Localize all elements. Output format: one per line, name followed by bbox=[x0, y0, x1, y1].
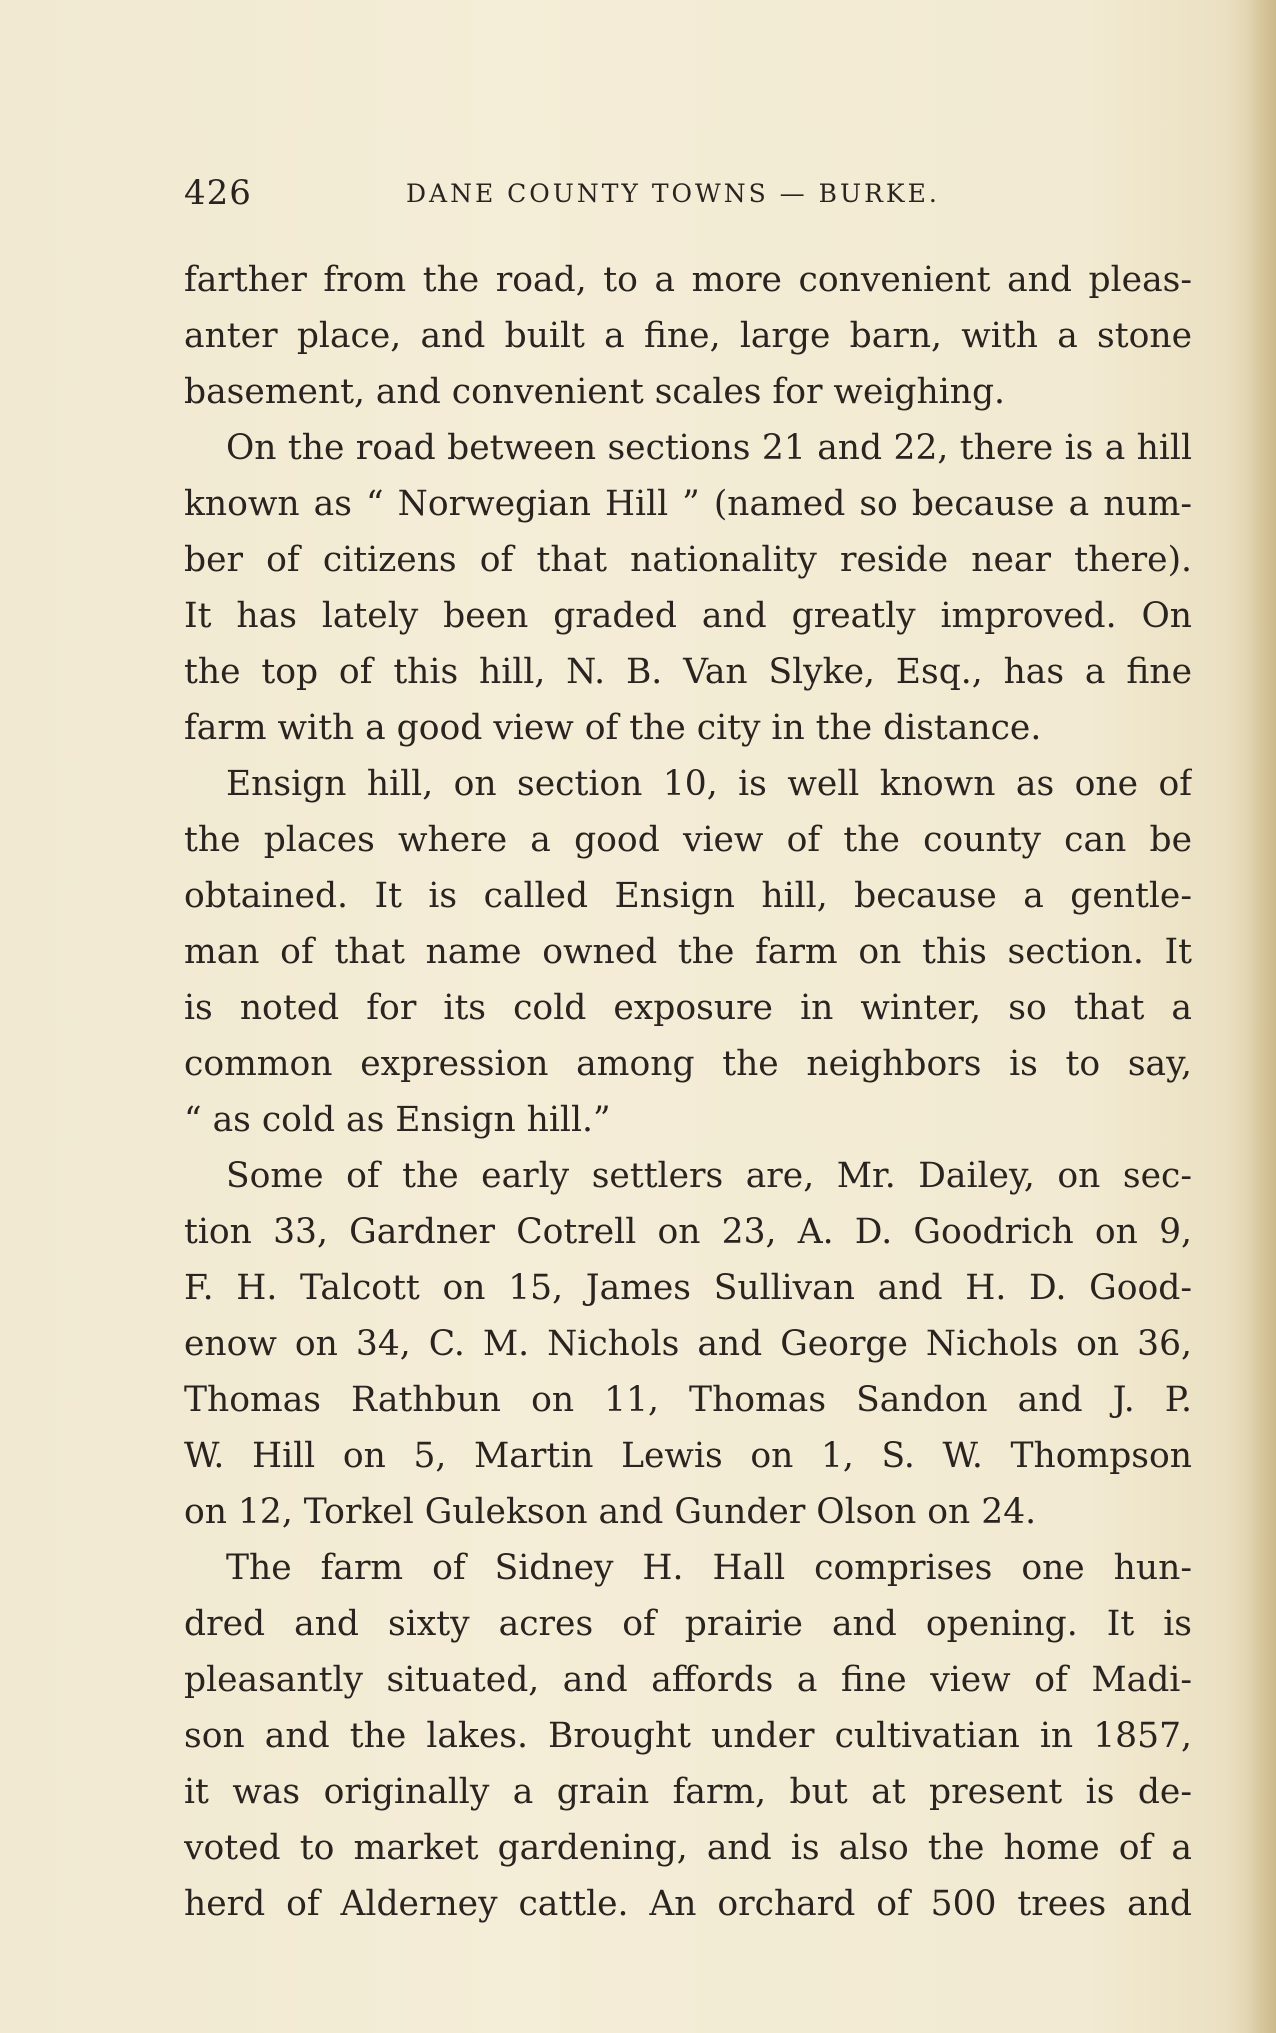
text-line: On the road between sections 21 and 22, there is a hill bbox=[226, 428, 1192, 468]
text-line: herd of Alderney cattle. An orchard of 500 trees and bbox=[184, 1884, 1192, 1924]
text-line: man of that name owned the farm on this section. It bbox=[184, 932, 1192, 972]
body-text bbox=[184, 252, 1192, 1932]
text-line: Ensign hill, on section 10, is well known as one of bbox=[226, 764, 1192, 804]
text-line: son and the lakes. Brought under cultivatian in 1857, bbox=[184, 1716, 1192, 1756]
text-line: on 12, Torkel Gulekson and Gunder Olson on 24. bbox=[184, 1492, 1037, 1532]
text-line: is noted for its cold exposure in winter, so that a bbox=[184, 988, 1192, 1028]
text-line: obtained. It is called Ensign hill, because a gentle- bbox=[184, 876, 1192, 916]
text-line: tion 33, Gardner Cotrell on 23, A. D. Goodrich on 9, bbox=[184, 1212, 1192, 1252]
text-line: the places where a good view of the county can be bbox=[184, 820, 1192, 860]
text-line: enow on 34, C. M. Nichols and George Nichols on 36, bbox=[184, 1324, 1192, 1364]
text-line: basement, and convenient scales for weighing. bbox=[184, 372, 1006, 412]
text-line: the top of this hill, N. B. Van Slyke, Esq., has a fine bbox=[184, 652, 1192, 692]
text-line: It has lately been graded and greatly improved. On bbox=[184, 596, 1192, 636]
text-line: anter place, and built a fine, large barn, with a stone bbox=[184, 316, 1192, 356]
text-line: Some of the early settlers are, Mr. Dailey, on sec- bbox=[226, 1156, 1192, 1196]
page-number: 426 bbox=[184, 173, 252, 213]
text-line: “ as cold as Ensign hill.” bbox=[184, 1100, 611, 1140]
running-head: DANE COUNTY TOWNS — BURKE. bbox=[406, 179, 940, 208]
text-line: farther from the road, to a more convenient and pleas- bbox=[184, 260, 1192, 300]
text-line: farm with a good view of the city in the distance. bbox=[184, 708, 1042, 748]
text-line: F. H. Talcott on 15, James Sullivan and H. D. Good- bbox=[184, 1268, 1192, 1308]
text-line: The farm of Sidney H. Hall comprises one hun- bbox=[226, 1548, 1192, 1588]
text-line: ber of citizens of that nationality reside near there). bbox=[184, 540, 1192, 580]
text-line: Thomas Rathbun on 11, Thomas Sandon and J. P. bbox=[184, 1380, 1192, 1420]
page-header bbox=[184, 168, 1192, 218]
text-line: W. Hill on 5, Martin Lewis on 1, S. W. Thompson bbox=[184, 1436, 1192, 1476]
text-line: pleasantly situated, and affords a fine view of Madi- bbox=[184, 1660, 1192, 1700]
text-line: dred and sixty acres of prairie and opening. It is bbox=[184, 1604, 1192, 1644]
text-line: it was originally a grain farm, but at present is de- bbox=[184, 1772, 1192, 1812]
text-line: known as “ Norwegian Hill ” (named so because a num- bbox=[184, 484, 1192, 524]
page-edge-shadow bbox=[1246, 0, 1276, 2033]
text-line: voted to market gardening, and is also the home of a bbox=[184, 1828, 1192, 1868]
text-line: common expression among the neighbors is to say, bbox=[184, 1044, 1192, 1084]
